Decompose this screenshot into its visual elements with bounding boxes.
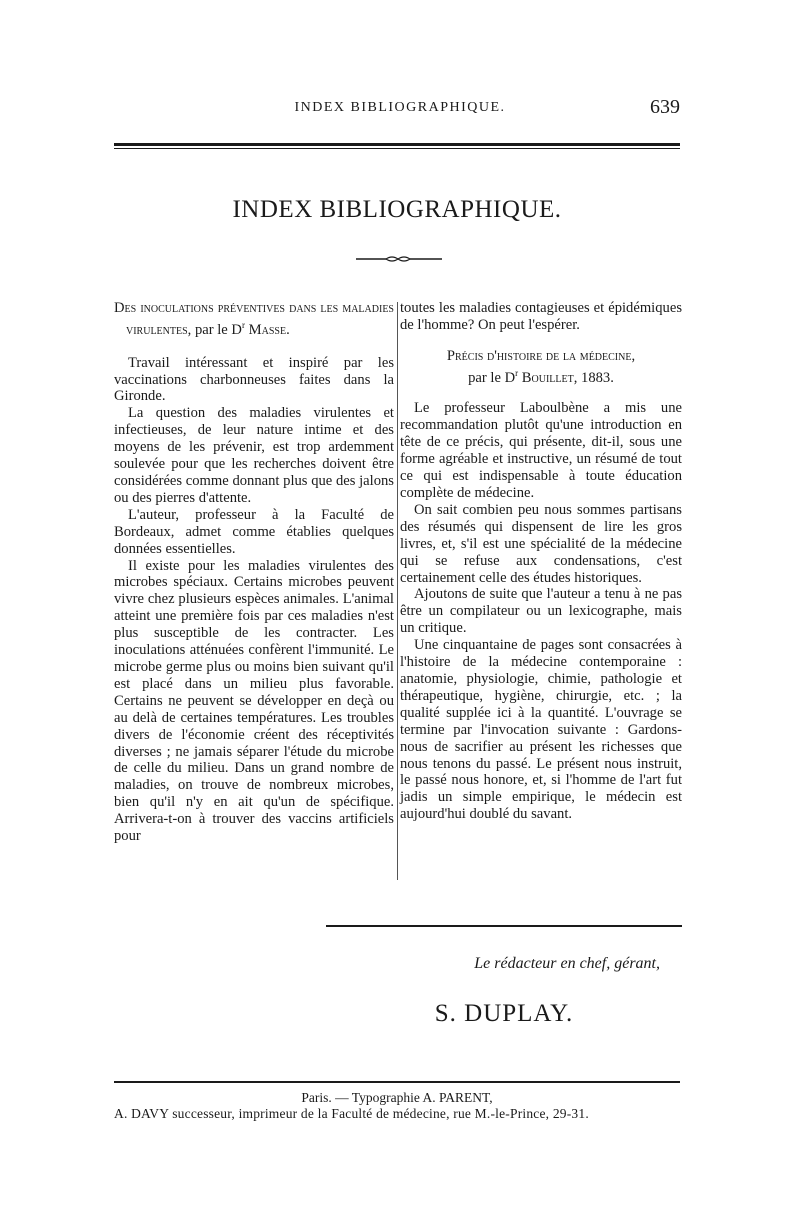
footer-rule bbox=[114, 1081, 680, 1083]
entry-heading bbox=[114, 300, 394, 339]
paragraph: Une cinquantaine de pages sont consacrées à l'histoire de la médecine contemporaine : anatomie, physiologie, chimie, pathologie et thérapeutique, hygiène, chirurgie, etc. ; la qualité supplée ici à la quantité. L'ouvrage se termine par l'invocation suivante : Gardons-nous de sacrifier au présent les richesses que nous tenons du passé. Le présent nous instruit, le passé nous honore, et, si l'homme de l'art fut jadis un simple empirique, le médecin est aujourd'hui doublé du savant. bbox=[400, 637, 682, 823]
header-rule bbox=[114, 143, 680, 149]
entry-author-sup: r bbox=[241, 319, 245, 330]
entry-author-prefix: par le D bbox=[468, 369, 516, 386]
paragraph: Il existe pour les maladies virulentes des microbes spéciaux. Certains microbes peuvent vivre chez plusieurs espèces animales. L'animal atteint une première fois par ces maladies n'est plus susceptible de les contracter. Les inoculations atténuées confèrent l'immunité. Le microbe germe plus ou moins bien suivant qu'il est placé dans un milieu plus favorable. Certains ne peuvent se développer en deçà ou au delà de certaines températures. Les troubles divers de l'économie créent des réceptivités diverses ; ne jamais séparer l'étude du microbe de celle du milieu. Dans un grand nombre de maladies, on trouve de nombreux microbes, bien qu'il n'y en ait qu'un de spécifique. Arrivera-t-on à trouver des vaccins artificiels pour bbox=[114, 557, 394, 845]
paragraph: Travail intéressant et inspiré par les vaccinations charbonneuses faites dans la Gironde. bbox=[114, 354, 394, 405]
page-title: INDEX BIBLIOGRAPHIQUE. bbox=[232, 196, 562, 223]
paragraph: La question des maladies virulentes et infectieuses, de leur nature intime et des moyens de les prévenir, est trop ardemment soulevée pour que les recherches doivent être considérées comme donnant plus que des jalons ou des pierres d'attente. bbox=[114, 405, 394, 506]
right-column bbox=[400, 300, 682, 823]
entry-author-prefix: par le D bbox=[194, 321, 242, 338]
page-number: 639 bbox=[650, 96, 680, 118]
entry-author-sup: r bbox=[515, 367, 519, 378]
left-column bbox=[114, 300, 394, 845]
entry-year: , 1883. bbox=[573, 369, 614, 386]
entry-heading bbox=[400, 348, 682, 387]
imprint-line-2: A. DAVY successeur, imprimeur de la Faculté de médecine, rue M.-le-Prince, 29-31. bbox=[114, 1106, 589, 1121]
paragraph: Le professeur Laboulbène a mis une recommandation plutôt qu'une introduction en tête de ce précis, qui présente, dit-il, sous une forme agréable et instructive, un résumé de tout ce qui est indispensable à toute éducation complète de médecine. bbox=[400, 400, 682, 502]
imprint-line-1: Paris. — Typographie A. PARENT, bbox=[301, 1090, 493, 1105]
column-divider bbox=[397, 302, 398, 880]
entry-author: Bouillet bbox=[521, 369, 574, 386]
entry-title: Précis d'histoire de la médecine, bbox=[446, 347, 636, 364]
entry-title: Des inoculations préventives dans les maladies virulentes, bbox=[114, 300, 394, 338]
paragraph-continuation: toutes les maladies contagieuses et épidémiques de l'homme? On peut l'espérer. bbox=[400, 300, 682, 333]
paragraph: L'auteur, professeur à la Faculté de Bordeaux, admet comme établies quelques données essentielles. bbox=[114, 506, 394, 557]
signature-name: S. DUPLAY. bbox=[434, 1000, 574, 1027]
entry-author: Masse. bbox=[248, 321, 290, 338]
paragraph: Ajoutons de suite que l'auteur a tenu à ne pas être un compilateur ou un lexicographe, mais un critique. bbox=[400, 586, 682, 637]
ornament-divider bbox=[356, 254, 442, 264]
paragraph: On sait combien peu nous sommes partisans des résumés qui dispensent de lire les gros livres, et, s'il est une spécialité de la médecine qui se refuse aux condensations, c'est certainement celle des études historiques. bbox=[400, 501, 682, 586]
signature-rule bbox=[326, 925, 682, 927]
running-title: INDEX BIBLIOGRAPHIQUE. bbox=[294, 100, 506, 115]
signature-role: Le rédacteur en chef, gérant, bbox=[474, 955, 660, 972]
running-head bbox=[114, 96, 686, 122]
